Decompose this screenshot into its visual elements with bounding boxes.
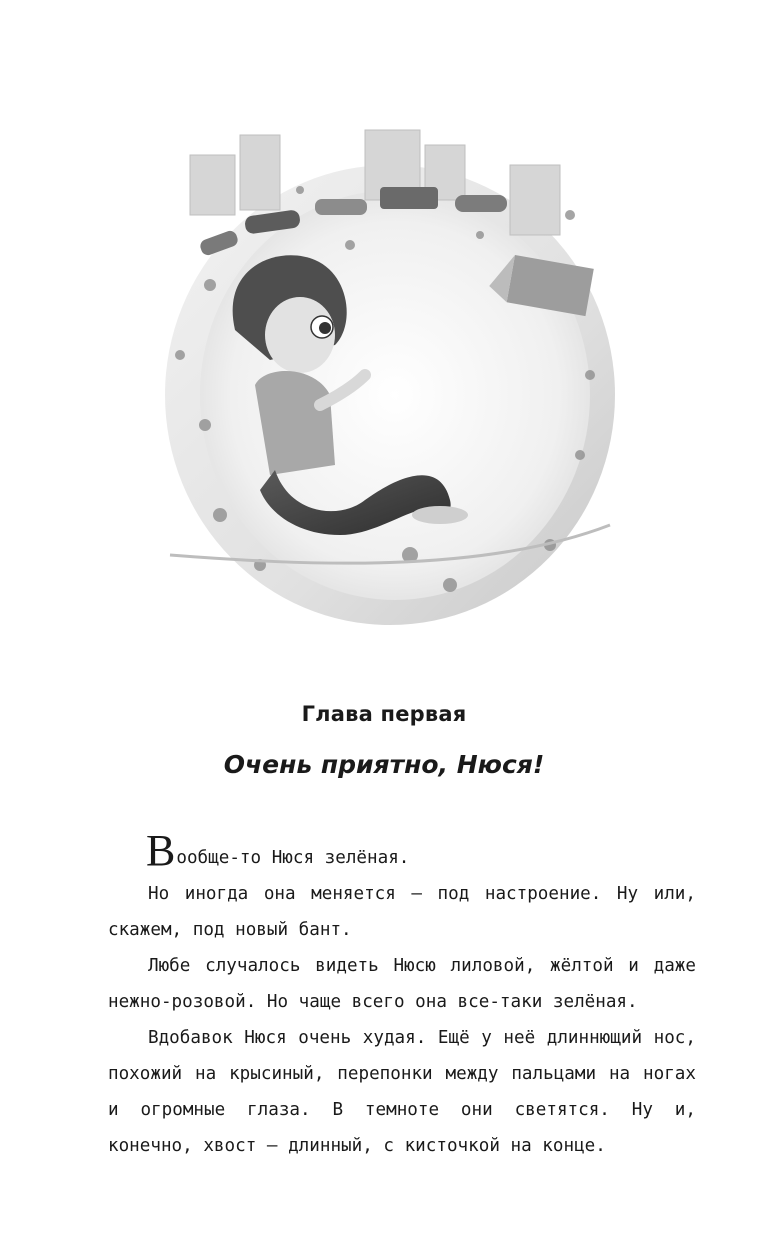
chapter-label: Глава первая <box>301 702 467 726</box>
paragraph-1 <box>108 826 696 876</box>
chapter-illustration <box>150 95 630 630</box>
paragraph-1-text: ообще-то Нюся зелёная. <box>176 848 410 868</box>
chapter-body <box>108 826 696 1164</box>
paragraph-2: Но иногда она меняется — под настроение. Ну или, скажем, под новый бант. <box>108 884 696 940</box>
paragraph-4: Вдобавок Нюся очень худая. Ещё у неё длиннющий нос, похожий на крысиный, перепонки между пальцами на ногах и огромные глаза. В темноте они светятся. Ну и, конечно, хвост — длинный, с кисточкой на конце. <box>108 1028 696 1156</box>
girl-illustration-icon <box>150 95 630 630</box>
dropcap-letter: В <box>146 826 176 875</box>
chapter-title: Очень приятно, Нюся! <box>223 750 545 779</box>
paragraph-3: Любе случалось видеть Нюсю лиловой, жёлтой и даже нежно-розовой. Но чаще всего она все-таки зелёная. <box>108 956 696 1012</box>
